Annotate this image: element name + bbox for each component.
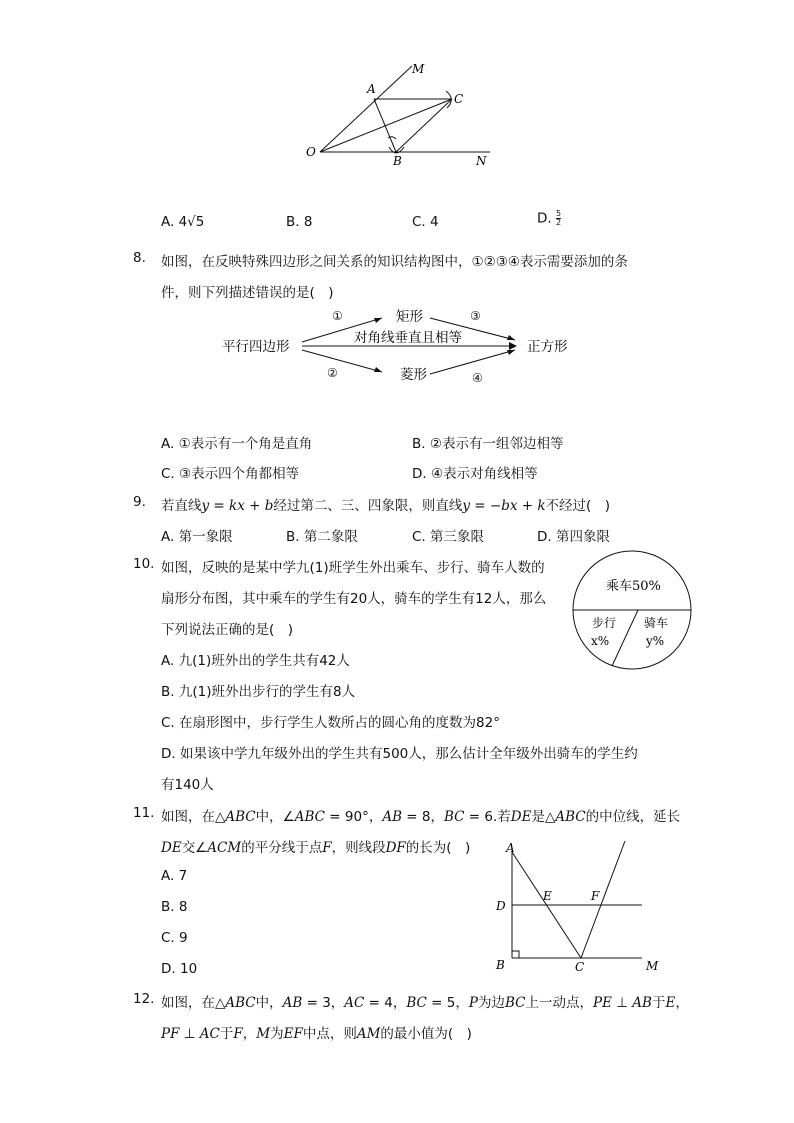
q12-math: E <box>665 995 676 1011</box>
q11-stem-line1 <box>161 805 680 825</box>
q12-number: 12. <box>133 991 155 1007</box>
option-key: C. <box>161 715 175 731</box>
option-key: D. <box>537 529 552 545</box>
q11-math: ACM <box>207 840 242 856</box>
option-key: D. <box>537 210 552 227</box>
option-key: B. <box>286 214 300 230</box>
circle-label-2: ② <box>327 366 338 380</box>
node-rhombus: 菱形 <box>400 367 427 383</box>
slice-walk-label: 步行 <box>592 616 617 630</box>
option-key: A. <box>161 653 175 669</box>
label-e: E <box>543 889 552 903</box>
label-f: F <box>591 889 600 903</box>
q8-option-c[interactable] <box>161 462 299 482</box>
option-text: 第二象限 <box>303 529 358 545</box>
q11-option-a[interactable] <box>161 868 187 884</box>
option-key: B. <box>286 529 300 545</box>
q12-math: M <box>256 1026 271 1042</box>
option-value: 8 <box>303 214 313 230</box>
option-key: C. <box>412 214 426 230</box>
q9-option-b[interactable] <box>286 525 358 545</box>
option-text: ③表示四个角都相等 <box>179 466 300 482</box>
q9-option-a[interactable] <box>161 525 233 545</box>
q12-text: ⊥ <box>179 1026 200 1042</box>
q12-text: 于 <box>651 995 666 1011</box>
q11-text: 是△ <box>531 809 556 825</box>
option-key: A. <box>161 868 175 884</box>
arrowhead <box>507 350 515 355</box>
label-c: C <box>454 92 464 106</box>
q11-math: ABC <box>225 809 256 825</box>
q11-math: ABC <box>294 809 325 825</box>
q12-math: P <box>468 995 478 1011</box>
label-m: M <box>412 62 425 76</box>
q11-text: 的长为( ) <box>405 840 471 856</box>
q11-math: DE <box>510 809 532 825</box>
q7-option-b[interactable] <box>286 214 312 230</box>
q9-option-c[interactable] <box>412 525 484 545</box>
q7-option-d[interactable] <box>537 210 561 227</box>
q11-option-b[interactable] <box>161 899 187 915</box>
option-text: 8 <box>178 899 188 915</box>
q12-stem-line1 <box>161 991 689 1011</box>
node-rectangle: 矩形 <box>396 309 423 325</box>
q10-option-c[interactable] <box>161 711 500 731</box>
option-key: B. <box>412 436 426 452</box>
fraction <box>556 210 561 227</box>
option-key: C. <box>412 529 426 545</box>
q10-pie-chart <box>570 545 695 673</box>
q10-option-b[interactable] <box>161 680 355 700</box>
label-a: A <box>367 82 376 96</box>
option-key: C. <box>161 466 175 482</box>
option-key: D. <box>412 466 427 482</box>
q10-option-a[interactable] <box>161 649 350 669</box>
option-text: 第一象限 <box>178 529 233 545</box>
option-key: A. <box>161 436 175 452</box>
node-parallelogram: 平行四边形 <box>222 339 290 355</box>
option-key: A. <box>161 214 175 230</box>
q9-equation-1: y = kx + b <box>201 498 274 514</box>
segment-bc <box>396 99 452 152</box>
label-a: A <box>506 841 515 855</box>
q12-text: = 5， <box>426 995 469 1011</box>
arrowhead <box>509 342 517 350</box>
arc-mark-bc <box>388 137 396 139</box>
option-text: 如果该中学九年级外出的学生共有500人，那么估计全年级外出骑车的学生约 <box>179 746 638 762</box>
q11-number: 11. <box>133 805 155 821</box>
q11-text: = 8， <box>402 809 444 825</box>
q8-option-a[interactable] <box>161 432 312 452</box>
option-text: 九(1)班外出步行的学生有8人 <box>178 684 356 700</box>
ray-om <box>320 66 412 152</box>
q12-math: BC <box>406 995 427 1011</box>
q12-text: = 4， <box>364 995 407 1011</box>
q12-math: AM <box>356 1026 381 1042</box>
q11-text: ，则线段 <box>331 840 386 856</box>
q12-text: ， <box>675 995 689 1011</box>
q9-stem <box>161 494 610 514</box>
option-text: ④表示对角线相等 <box>430 466 538 482</box>
option-text: 10 <box>179 961 198 977</box>
q12-math: F <box>233 1026 243 1042</box>
q12-math: AB <box>632 995 652 1011</box>
q11-text: 的中位线，延长 <box>585 809 681 825</box>
q12-text: = 3， <box>302 995 345 1011</box>
q12-text: ， <box>242 1026 257 1042</box>
slice-bike-label: 骑车 <box>644 616 669 630</box>
q11-option-c[interactable] <box>161 930 188 946</box>
option-text: 第三象限 <box>430 529 485 545</box>
option-value: 4 <box>430 214 439 230</box>
q9-text-2: 经过第二、三、四象限，则直线 <box>273 498 463 514</box>
q7-option-c[interactable] <box>412 214 439 230</box>
arrow-left-to-bottom <box>302 350 382 372</box>
q9-option-d[interactable] <box>537 525 610 545</box>
option-key: B. <box>161 899 175 915</box>
q11-math: AB <box>382 809 402 825</box>
q12-text: 为 <box>270 1026 284 1042</box>
option-text: ①表示有一个角是直角 <box>178 436 313 452</box>
q8-option-b[interactable] <box>412 432 563 452</box>
q12-text: 如图，在△ <box>161 995 226 1011</box>
q8-stem-line1: 如图，在反映特殊四边形之间关系的知识结构图中，①②③④表示需要添加的条 <box>161 254 628 270</box>
label-n: N <box>476 154 487 168</box>
q7-geometry-figure <box>300 55 500 170</box>
q7-option-a[interactable] <box>161 214 204 230</box>
option-key: B. <box>161 684 175 700</box>
q12-text: 上一动点， <box>525 995 593 1011</box>
circle-label-4: ④ <box>472 371 483 385</box>
q11-math: F <box>322 840 332 856</box>
option-key: A. <box>161 529 175 545</box>
label-b: B <box>496 958 505 972</box>
q12-text: 中点，则 <box>302 1026 357 1042</box>
circle-label-3: ③ <box>470 309 481 323</box>
arrowhead <box>374 367 382 372</box>
label-d: D <box>496 899 506 913</box>
q12-text: 于 <box>219 1026 234 1042</box>
q12-math: AC <box>344 995 365 1011</box>
q11-text: = 90°， <box>325 809 383 825</box>
q11-math: DF <box>385 840 406 856</box>
q9-equation-2: y = −bx + k <box>462 498 546 514</box>
q11-option-d[interactable] <box>161 961 197 977</box>
q12-stem-line2 <box>161 1022 472 1042</box>
option-text: 7 <box>178 868 188 884</box>
arrowhead <box>374 318 382 323</box>
q11-math: ABC <box>555 809 586 825</box>
q11-math: BC <box>443 809 465 825</box>
label-o: O <box>306 145 316 159</box>
segment-oc <box>320 99 452 152</box>
q11-text: 的平分线于点 <box>241 840 323 856</box>
label-m: M <box>646 959 659 973</box>
label-b: B <box>393 154 402 168</box>
fraction-numerator: 5 <box>555 209 562 218</box>
q10-option-d[interactable] <box>161 742 638 762</box>
option-text: 九(1)班外出的学生共有42人 <box>178 653 350 669</box>
option-text: 第四象限 <box>555 529 610 545</box>
q11-text: = 6.若 <box>464 809 511 825</box>
slice-ride-label: 乘车50% <box>606 579 661 594</box>
q11-geometry-figure <box>490 838 670 978</box>
slice-bike-percent: y% <box>646 634 665 648</box>
q11-text: 交∠ <box>181 840 208 856</box>
option-key: D. <box>161 746 176 762</box>
q12-math: EF <box>283 1026 303 1042</box>
q8-number: 8. <box>133 250 146 266</box>
q11-stem-line2 <box>161 836 470 856</box>
middle-condition-label: 对角线垂直且相等 <box>354 330 462 346</box>
q12-text: 中， <box>255 995 283 1011</box>
q10-stem-line1: 如图，反映的是某中学九(1)班学生外出乘车、步行、骑车人数的 <box>161 560 545 576</box>
circle-label-1: ① <box>332 309 343 323</box>
q10-stem-line3: 下列说法正确的是( ) <box>161 622 294 638</box>
option-text: 9 <box>179 930 188 946</box>
option-text: 在扇形图中，步行学生人数所占的圆心角的度数为82° <box>179 715 500 731</box>
q12-math: ABC <box>225 995 256 1011</box>
q12-text: 为边 <box>477 995 505 1011</box>
q12-text: ⊥ <box>611 995 633 1011</box>
q10-number: 10. <box>133 556 155 572</box>
segment-ab <box>374 99 396 152</box>
segment-cf <box>581 841 625 958</box>
q9-number: 9. <box>133 494 146 510</box>
q12-math: AB <box>282 995 303 1011</box>
q9-text-3: 不经过( ) <box>545 498 611 514</box>
option-text: ②表示有一组邻边相等 <box>429 436 564 452</box>
option-value: 4√5 <box>178 214 205 230</box>
q12-math: AC <box>199 1026 220 1042</box>
label-c: C <box>575 960 585 974</box>
fraction-denominator: 2 <box>555 218 562 227</box>
q10-stem-line2: 扇形分布图，其中乘车的学生有20人，骑车的学生有12人，那么 <box>161 591 547 607</box>
q11-math: DE <box>161 840 182 856</box>
q11-text: 如图，在△ <box>161 809 226 825</box>
node-square: 正方形 <box>527 339 568 355</box>
q8-knowledge-diagram <box>220 300 580 395</box>
q8-option-d[interactable] <box>412 462 538 482</box>
q9-text-1: 若直线 <box>161 498 202 514</box>
option-key: C. <box>161 930 175 946</box>
option-key: D. <box>161 961 176 977</box>
q11-text: 中，∠ <box>255 809 295 825</box>
right-angle-mark <box>512 951 519 958</box>
q8-stem-line2: 件，则下列描述错误的是( ) <box>161 285 334 301</box>
q12-math: PF <box>161 1026 180 1042</box>
q10-option-d-continued: 有140人 <box>161 777 214 793</box>
q12-text: 的最小值为( ) <box>380 1026 472 1042</box>
q12-math: BC <box>504 995 526 1011</box>
slice-walk-percent: x% <box>591 634 610 648</box>
q12-math: PE <box>592 995 612 1011</box>
arrowhead <box>507 335 515 340</box>
